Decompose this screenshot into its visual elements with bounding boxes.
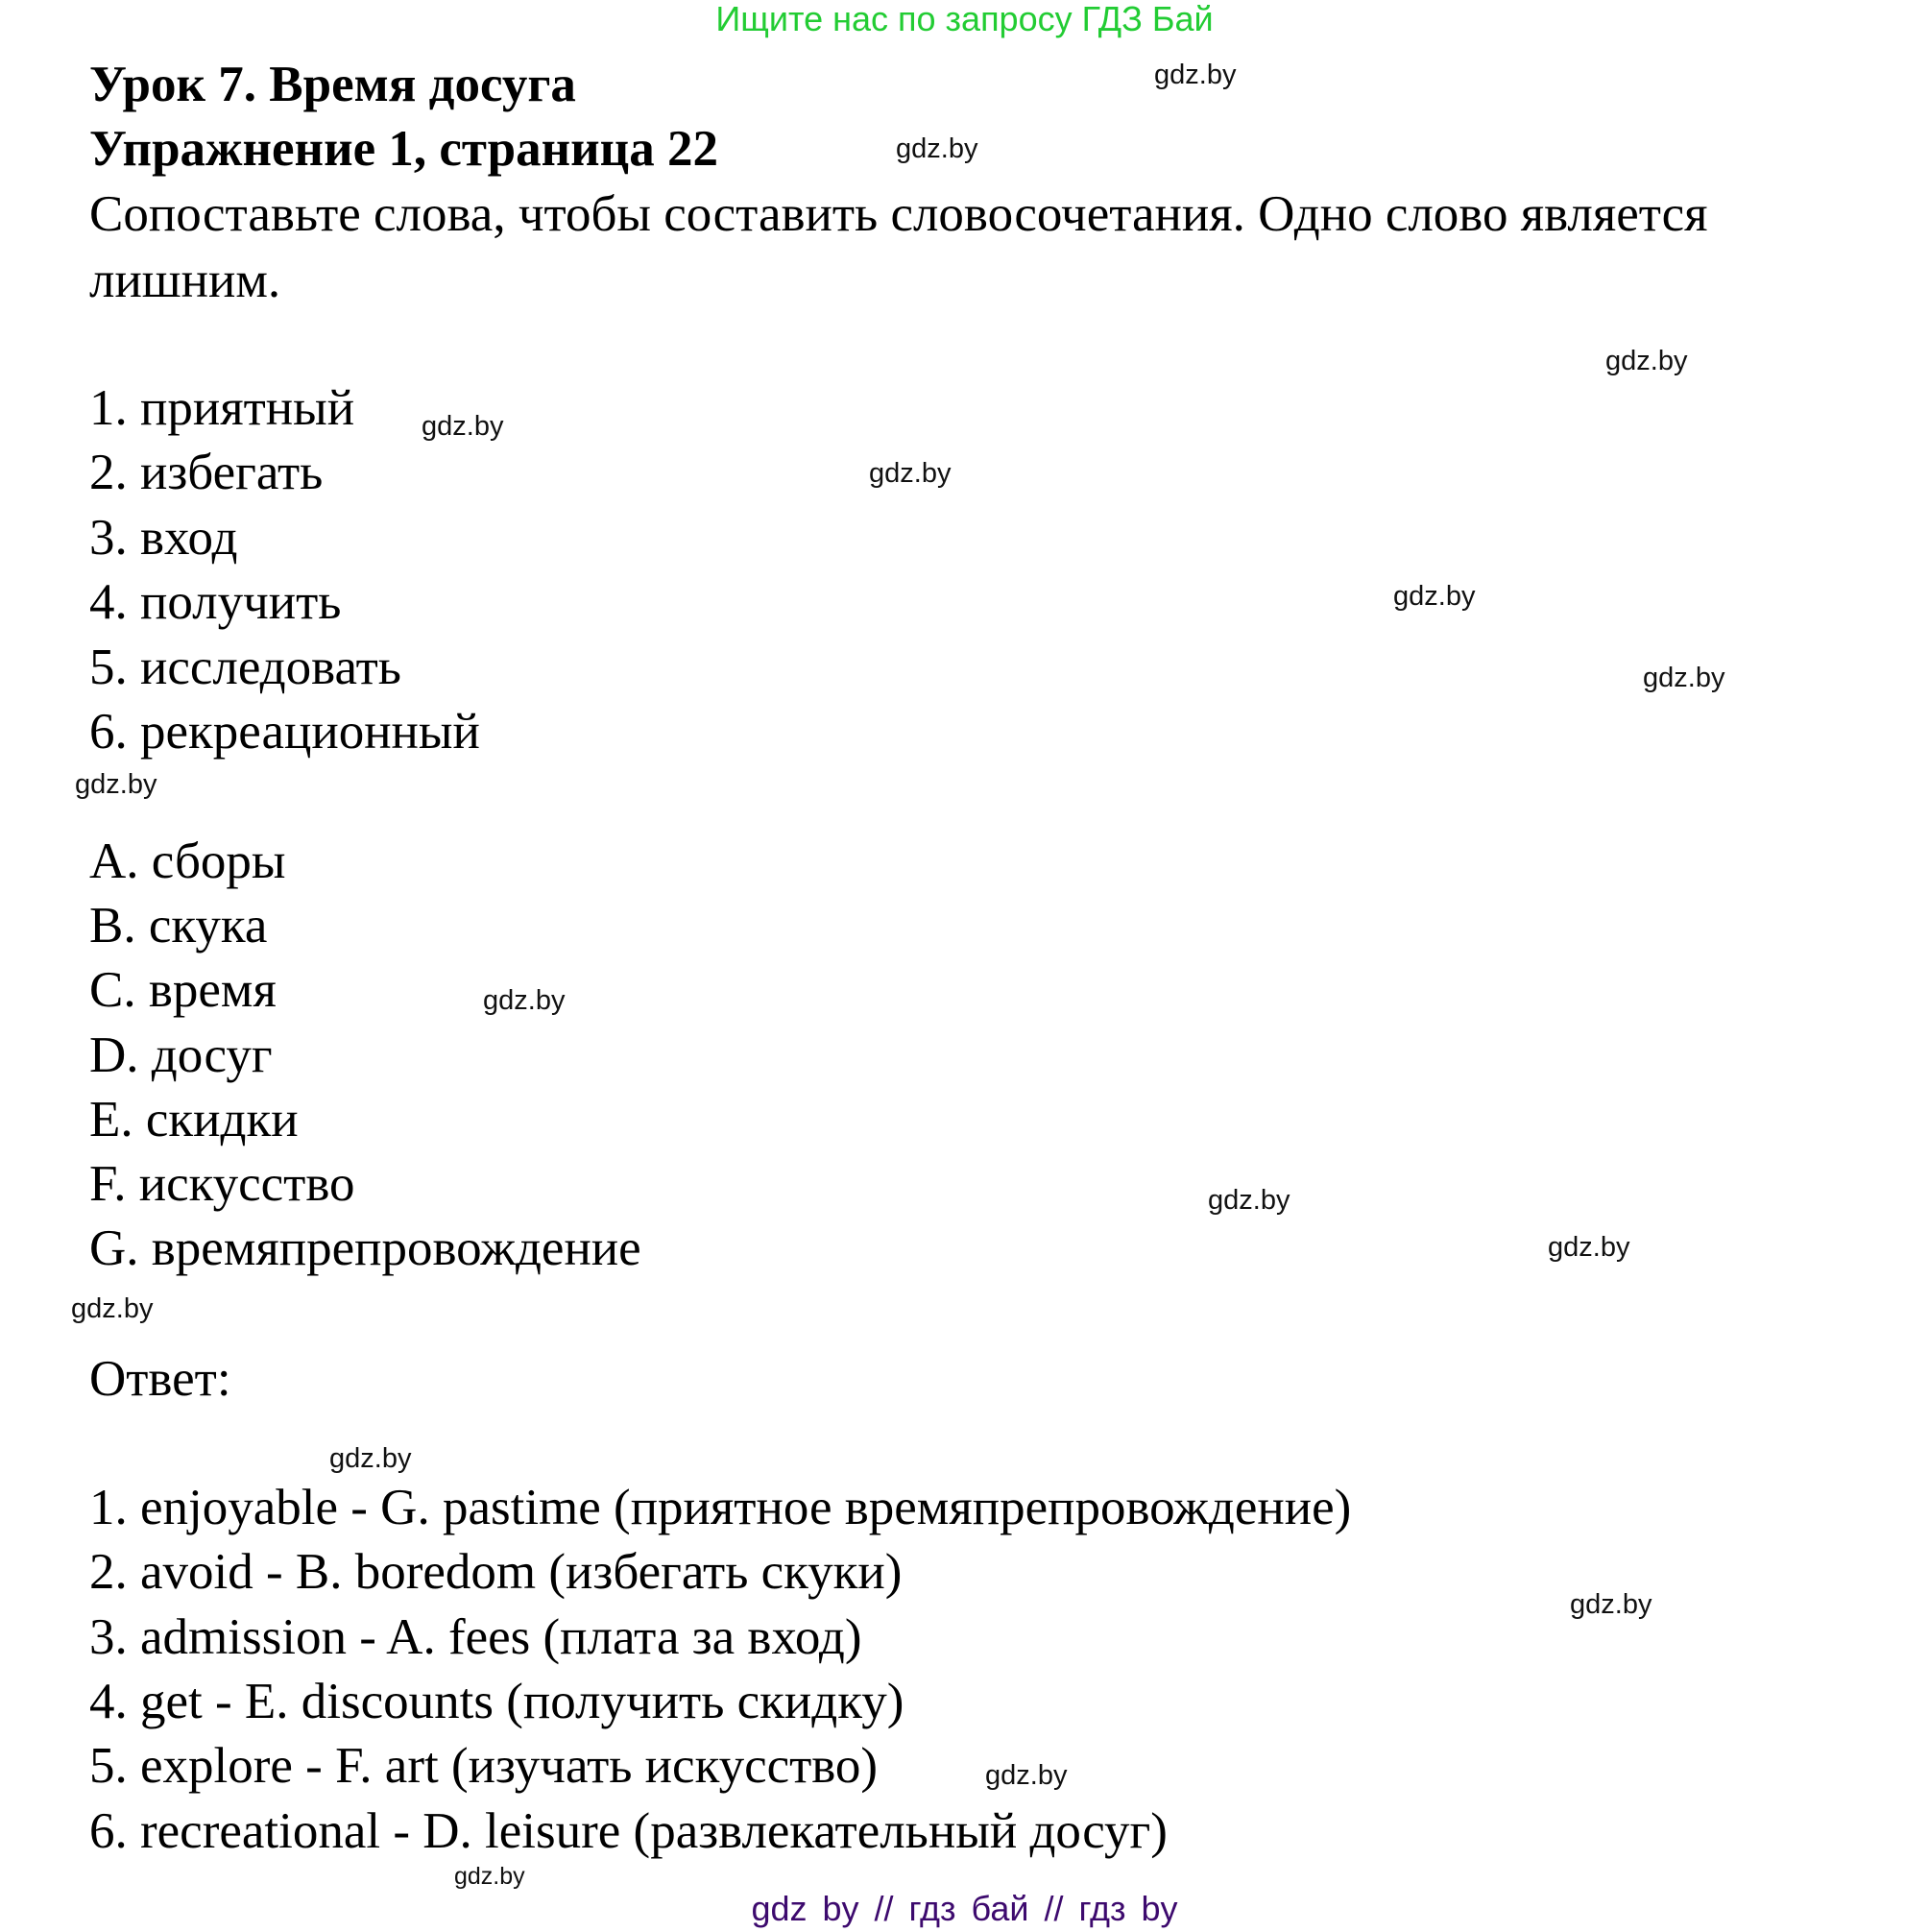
task-instruction-line-2: лишним. — [89, 253, 281, 308]
footer-links[interactable]: gdz by // гдз бай // гдз by — [751, 1889, 1178, 1928]
list-item: 3. вход — [89, 510, 238, 566]
list-item: C. время — [89, 962, 277, 1018]
list-item: F. искусство — [89, 1156, 355, 1212]
answer-item: 2. avoid - B. boredom (избегать скуки) — [89, 1544, 903, 1600]
watermark: gdz.by — [869, 458, 952, 489]
watermark: gdz.by — [1570, 1589, 1652, 1620]
watermark: gdz.by — [75, 769, 157, 800]
watermark: gdz.by — [454, 1863, 525, 1890]
answer-item: 6. recreational - D. leisure (развлекательный досуг) — [89, 1803, 1168, 1859]
list-item: 6. рекреационный — [89, 704, 480, 760]
answer-item: 3. admission - A. fees (плата за вход) — [89, 1609, 862, 1665]
watermark: gdz.by — [985, 1760, 1068, 1791]
list-item: E. скидки — [89, 1092, 299, 1147]
list-item: 2. избегать — [89, 445, 324, 500]
list-item: A. сборы — [89, 833, 286, 889]
list-item: 5. исследовать — [89, 640, 401, 695]
watermark: gdz.by — [896, 133, 978, 164]
list-item: 1. приятный — [89, 380, 355, 436]
exercise-title: Упражнение 1, страница 22 — [89, 121, 718, 177]
answer-item: 4. get - E. discounts (получить скидку) — [89, 1674, 904, 1729]
watermark: gdz.by — [1393, 581, 1476, 612]
answer-item: 5. explore - F. art (изучать искусство) — [89, 1738, 879, 1794]
list-item: G. времяпрепровождение — [89, 1220, 641, 1276]
watermark: gdz.by — [71, 1293, 154, 1324]
answer-item: 1. enjoyable - G. pastime (приятное времяпрепровождение) — [89, 1480, 1352, 1535]
watermark: gdz.by — [1154, 60, 1237, 90]
watermark: gdz.by — [483, 985, 566, 1016]
answer-label: Ответ: — [89, 1351, 231, 1407]
list-item: 4. получить — [89, 574, 342, 630]
watermark: gdz.by — [422, 411, 504, 442]
watermark: gdz.by — [1643, 663, 1725, 693]
lesson-title: Урок 7. Время досуга — [89, 57, 576, 112]
watermark: gdz.by — [1208, 1185, 1290, 1216]
task-instruction-line-1: Сопоставьте слова, чтобы составить словосочетания. Одно слово является — [89, 186, 1708, 242]
search-banner[interactable]: Ищите нас по запросу ГДЗ Бай — [715, 0, 1214, 38]
list-item: B. скука — [89, 898, 268, 954]
watermark: gdz.by — [329, 1443, 412, 1474]
watermark: gdz.by — [1605, 346, 1688, 376]
list-item: D. досуг — [89, 1027, 273, 1083]
watermark: gdz.by — [1548, 1232, 1630, 1263]
